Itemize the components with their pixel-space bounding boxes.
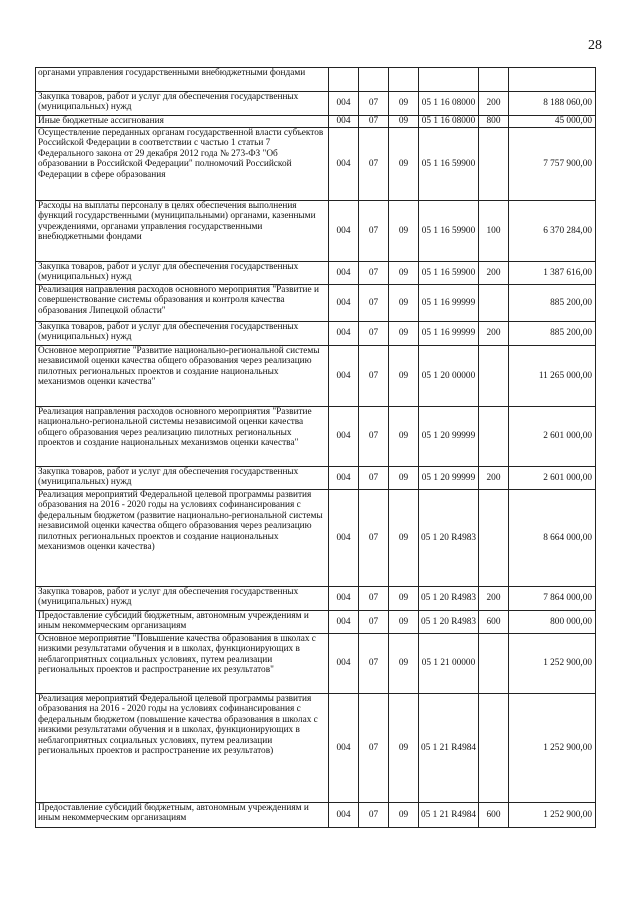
amount: 7 864 000,00 <box>509 587 596 611</box>
expense-type-code: 200 <box>479 262 509 285</box>
section-code: 07 <box>359 128 389 201</box>
expense-type-code: 200 <box>479 587 509 611</box>
subsection-code: 09 <box>389 407 419 467</box>
subsection-code: 09 <box>389 128 419 201</box>
subsection-code: 09 <box>389 346 419 407</box>
subsection-code: 09 <box>389 803 419 828</box>
row-name: Основное мероприятие "Повышение качества образования в школах с низкими результатами обучения и в школах, функционирующих в неблагоприятных социальных условиях, путем реализации региональных проектов и распространение их результатов" <box>36 634 329 694</box>
subsection-code: 09 <box>389 467 419 490</box>
subsection-code: 09 <box>389 322 419 346</box>
amount: 11 265 000,00 <box>509 346 596 407</box>
subsection-code: 09 <box>389 587 419 611</box>
subsection-code: 09 <box>389 634 419 694</box>
table-row <box>36 634 596 694</box>
table-row <box>36 346 596 407</box>
subsection-code: 09 <box>389 285 419 322</box>
ministry-code: 004 <box>329 116 359 128</box>
ministry-code: 004 <box>329 92 359 116</box>
ministry-code <box>329 68 359 92</box>
table-row <box>36 490 596 587</box>
section-code: 07 <box>359 803 389 828</box>
expense-type-code <box>479 128 509 201</box>
target-article-code: 05 1 20 99999 <box>419 407 479 467</box>
amount: 2 601 000,00 <box>509 407 596 467</box>
expense-type-code <box>479 68 509 92</box>
table-row <box>36 407 596 467</box>
section-code: 07 <box>359 285 389 322</box>
section-code: 07 <box>359 587 389 611</box>
row-name: органами управления государственными внебюджетными фондами <box>36 68 329 92</box>
expense-type-code <box>479 285 509 322</box>
target-article-code: 05 1 20 R4983 <box>419 587 479 611</box>
section-code: 07 <box>359 346 389 407</box>
table-row <box>36 92 596 116</box>
ministry-code: 004 <box>329 407 359 467</box>
section-code: 07 <box>359 634 389 694</box>
row-name: Закупка товаров, работ и услуг для обеспечения государственных (муниципальных) нужд <box>36 467 329 490</box>
amount: 2 601 000,00 <box>509 467 596 490</box>
ministry-code: 004 <box>329 201 359 262</box>
section-code: 07 <box>359 467 389 490</box>
section-code: 07 <box>359 407 389 467</box>
section-code <box>359 68 389 92</box>
target-article-code: 05 1 21 R4984 <box>419 803 479 828</box>
target-article-code: 05 1 16 99999 <box>419 285 479 322</box>
section-code: 07 <box>359 694 389 803</box>
row-name: Предоставление субсидий бюджетным, автономным учреждениям и иным некоммерческим организациям <box>36 611 329 634</box>
table-row <box>36 803 596 828</box>
target-article-code: 05 1 16 59900 <box>419 201 479 262</box>
row-name: Закупка товаров, работ и услуг для обеспечения государственных (муниципальных) нужд <box>36 322 329 346</box>
table-row <box>36 322 596 346</box>
ministry-code: 004 <box>329 694 359 803</box>
amount <box>509 68 596 92</box>
ministry-code: 004 <box>329 490 359 587</box>
target-article-code: 05 1 16 08000 <box>419 92 479 116</box>
row-name: Реализация мероприятий Федеральной целевой программы развития образования на 2016 - 2020 годы на условиях софинансирования с федеральным бюджетом (повышение качества образования в школах с низкими результатами обучения и в школах, функционирующих в неблагоприятных социальных условиях, путем реализации региональных проектов и распространение их результатов) <box>36 694 329 803</box>
table-body <box>36 68 596 828</box>
amount: 885 200,00 <box>509 285 596 322</box>
expense-type-code <box>479 490 509 587</box>
expense-type-code <box>479 634 509 694</box>
table-row <box>36 116 596 128</box>
row-name: Реализация направления расходов основного мероприятия "Развитие национально-региональной системы независимой оценки качества общего образования через реализацию пилотных региональных проектов и создание национальных механизмов оценки качества" <box>36 407 329 467</box>
amount: 885 200,00 <box>509 322 596 346</box>
subsection-code: 09 <box>389 116 419 128</box>
subsection-code: 09 <box>389 201 419 262</box>
expense-type-code: 200 <box>479 467 509 490</box>
target-article-code <box>419 68 479 92</box>
ministry-code: 004 <box>329 322 359 346</box>
ministry-code: 004 <box>329 346 359 407</box>
table-row <box>36 68 596 92</box>
section-code: 07 <box>359 262 389 285</box>
amount: 1 252 900,00 <box>509 803 596 828</box>
target-article-code: 05 1 20 99999 <box>419 467 479 490</box>
subsection-code: 09 <box>389 490 419 587</box>
table-row <box>36 611 596 634</box>
table-row <box>36 262 596 285</box>
ministry-code: 004 <box>329 262 359 285</box>
row-name: Реализация мероприятий Федеральной целевой программы развития образования на 2016 - 2020 годы на условиях софинансирования с федеральным бюджетом (развитие национально-региональной системы независимой оценки качества общего образования через реализацию пилотных региональных проектов и создание национальных механизмов оценки качества) <box>36 490 329 587</box>
expense-type-code: 600 <box>479 611 509 634</box>
expense-type-code <box>479 694 509 803</box>
amount: 800 000,00 <box>509 611 596 634</box>
expense-type-code: 200 <box>479 322 509 346</box>
ministry-code: 004 <box>329 634 359 694</box>
row-name: Закупка товаров, работ и услуг для обеспечения государственных (муниципальных) нужд <box>36 587 329 611</box>
target-article-code: 05 1 20 00000 <box>419 346 479 407</box>
subsection-code <box>389 68 419 92</box>
target-article-code: 05 1 20 R4983 <box>419 490 479 587</box>
table-row <box>36 694 596 803</box>
target-article-code: 05 1 16 59900 <box>419 128 479 201</box>
row-name: Расходы на выплаты персоналу в целях обеспечения выполнения функций государственными (муниципальными) органами, казенными учреждениями, органами управления государственными внебюджетными фондами <box>36 201 329 262</box>
target-article-code: 05 1 20 R4983 <box>419 611 479 634</box>
section-code: 07 <box>359 92 389 116</box>
table-row <box>36 467 596 490</box>
table-row <box>36 285 596 322</box>
amount: 1 252 900,00 <box>509 634 596 694</box>
budget-table <box>35 67 596 828</box>
page-number: 28 <box>588 38 602 53</box>
target-article-code: 05 1 21 R4984 <box>419 694 479 803</box>
amount: 7 757 900,00 <box>509 128 596 201</box>
amount: 8 188 060,00 <box>509 92 596 116</box>
expense-type-code <box>479 346 509 407</box>
row-name: Иные бюджетные ассигнования <box>36 116 329 128</box>
expense-type-code: 800 <box>479 116 509 128</box>
ministry-code: 004 <box>329 587 359 611</box>
table-row <box>36 587 596 611</box>
subsection-code: 09 <box>389 694 419 803</box>
target-article-code: 05 1 16 59900 <box>419 262 479 285</box>
amount: 45 000,00 <box>509 116 596 128</box>
row-name: Основное мероприятие "Развитие национально-региональной системы независимой оценки качества общего образования через реализацию пилотных региональных проектов и создание национальных механизмов оценки качества" <box>36 346 329 407</box>
row-name: Предоставление субсидий бюджетным, автономным учреждениям и иным некоммерческим организациям <box>36 803 329 828</box>
amount: 6 370 284,00 <box>509 201 596 262</box>
section-code: 07 <box>359 490 389 587</box>
subsection-code: 09 <box>389 92 419 116</box>
target-article-code: 05 1 16 08000 <box>419 116 479 128</box>
row-name: Закупка товаров, работ и услуг для обеспечения государственных (муниципальных) нужд <box>36 262 329 285</box>
row-name: Закупка товаров, работ и услуг для обеспечения государственных (муниципальных) нужд <box>36 92 329 116</box>
ministry-code: 004 <box>329 611 359 634</box>
table-row <box>36 201 596 262</box>
amount: 1 387 616,00 <box>509 262 596 285</box>
ministry-code: 004 <box>329 285 359 322</box>
row-name: Реализация направления расходов основного мероприятия "Развитие и совершенствование системы образования и контроля качества образования Липецкой области" <box>36 285 329 322</box>
subsection-code: 09 <box>389 611 419 634</box>
target-article-code: 05 1 16 99999 <box>419 322 479 346</box>
section-code: 07 <box>359 322 389 346</box>
amount: 8 664 000,00 <box>509 490 596 587</box>
section-code: 07 <box>359 201 389 262</box>
subsection-code: 09 <box>389 262 419 285</box>
target-article-code: 05 1 21 00000 <box>419 634 479 694</box>
expense-type-code <box>479 407 509 467</box>
ministry-code: 004 <box>329 467 359 490</box>
ministry-code: 004 <box>329 128 359 201</box>
expense-type-code: 100 <box>479 201 509 262</box>
table-row <box>36 128 596 201</box>
amount: 1 252 900,00 <box>509 694 596 803</box>
expense-type-code: 600 <box>479 803 509 828</box>
ministry-code: 004 <box>329 803 359 828</box>
section-code: 07 <box>359 611 389 634</box>
row-name: Осуществление переданных органам государственной власти субъектов Российской Федерации в соответствии с частью 1 статьи 7 Федерального закона от 29 декабря 2012 года № 273-ФЗ "Об образовании в Российской Федерации" полномочий Российской Федерации в сфере образования <box>36 128 329 201</box>
expense-type-code: 200 <box>479 92 509 116</box>
section-code: 07 <box>359 116 389 128</box>
